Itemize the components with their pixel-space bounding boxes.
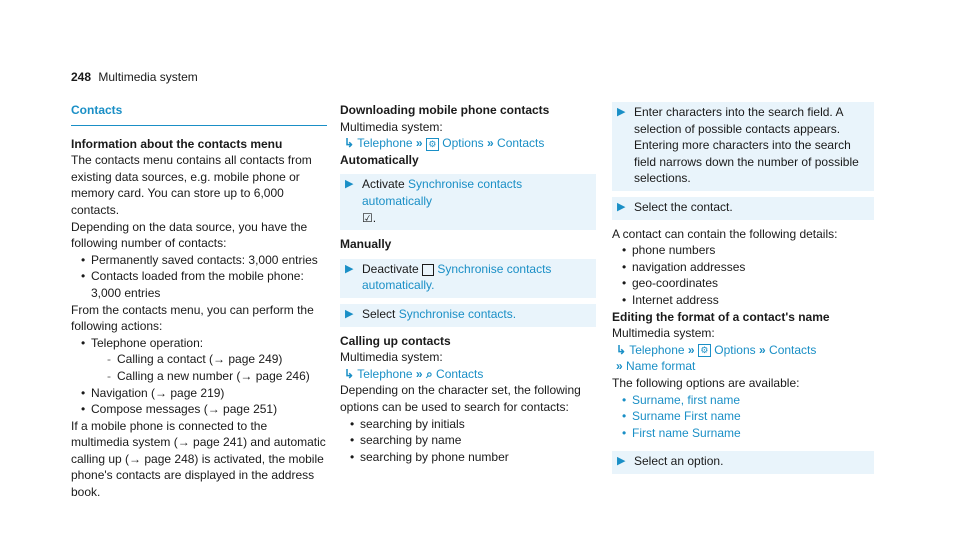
return-arrow-icon: ↳ [616, 342, 627, 357]
list-item: • searching by phone number [350, 449, 596, 466]
auto-heading: Automatically [340, 152, 419, 167]
sub-list-item: - Calling a contact (→ page 249) [107, 351, 327, 368]
edit-format-heading: Editing the format of a contact's name [612, 309, 830, 324]
actions-paragraph: From the contacts menu, you can perform the following actions: [71, 302, 314, 334]
select-step [340, 304, 596, 327]
multimedia-label: Multimedia system: [340, 350, 443, 365]
format-option[interactable]: • Surname, first name [622, 392, 874, 409]
list-item: • Navigation (→ page 219) [81, 385, 327, 402]
calling-heading: Calling up contacts [340, 333, 451, 348]
checkbox-empty-icon [422, 264, 434, 276]
intro-paragraph: The contacts menu contains all contacts from existing data sources, e.g. mobile phone or memory card. You can store up to 6,000 contacts. [71, 153, 312, 217]
select-contact-step: ▶ Select the contact. [612, 197, 874, 220]
return-arrow-icon: ↳ [344, 366, 355, 381]
path-telephone[interactable]: Telephone [357, 136, 413, 151]
download-heading: Downloading mobile phone contacts [340, 103, 550, 117]
select-option-step: ▶ Select an option. [612, 451, 874, 474]
path-options[interactable]: Options [442, 136, 484, 151]
sync-auto-option[interactable]: Synchronise contacts automatically [362, 177, 523, 208]
details-list [612, 242, 874, 308]
double-chevron-icon: » [759, 342, 766, 357]
actions-list [71, 335, 327, 418]
return-arrow-icon: ↳ [344, 136, 355, 151]
column-3 [612, 102, 874, 480]
manual-heading: Manually [340, 237, 392, 252]
checkbox-checked-icon: ☑. [362, 210, 377, 225]
format-options-list [612, 392, 874, 442]
connection-paragraph: If a mobile phone is connected to the multimedia system (→ page 241) and automatic calling up (→ page 248) is activated, the mobile phone's contacts are displayed in the address book. [71, 418, 326, 500]
menu-path [340, 366, 596, 383]
sub-list-item: - Calling a new number (→ page 246) [107, 368, 327, 385]
double-chevron-icon: » [415, 366, 423, 381]
path-options[interactable]: Options [714, 342, 756, 357]
sync-auto-option[interactable]: Synchronise contacts automatically. [362, 261, 552, 293]
multimedia-label: Multimedia system: [340, 119, 443, 134]
list-item: • searching by initials [350, 416, 596, 433]
deactivate-step [340, 259, 596, 298]
path-name-format[interactable]: Name format [626, 359, 696, 374]
path-telephone[interactable]: Telephone [629, 342, 685, 357]
list-item: • phone numbers [622, 242, 874, 259]
search-icon: ⌕ [425, 366, 433, 381]
search-options-list [340, 416, 596, 466]
step-prefix: Activate [362, 177, 409, 192]
column-1 [71, 102, 327, 501]
options-paragraph: The following options are available: [612, 375, 800, 390]
column-2 [340, 102, 596, 465]
path-contacts[interactable]: Contacts [436, 366, 484, 381]
sync-contacts-option[interactable]: Synchronise contacts. [398, 306, 517, 321]
step-prefix: Deactivate [362, 261, 423, 276]
data-source-paragraph: Depending on the data source, you have the following number of contacts: [71, 219, 308, 251]
list-item: • Compose messages (→ page 251) [81, 401, 327, 418]
list-item: • Internet address [622, 292, 874, 309]
details-paragraph: A contact can contain the following details: [612, 226, 838, 241]
step-prefix: Select [362, 306, 399, 321]
list-item: • Contacts loaded from the mobile phone: 3,000 entries [81, 268, 327, 301]
double-chevron-icon: » [687, 342, 695, 357]
multimedia-label: Multimedia system: [612, 326, 715, 341]
charset-paragraph: Depending on the character set, the following options can be used to search for contacts: [340, 383, 581, 414]
activate-step [340, 174, 596, 230]
double-chevron-icon: » [487, 136, 494, 151]
list-item: • navigation addresses [622, 259, 874, 276]
telephone-sublist [91, 351, 327, 384]
menu-path [612, 342, 874, 375]
section-title: Multimedia system [98, 70, 198, 84]
list-item: • Permanently saved contacts: 3,000 entries [81, 252, 327, 269]
page-number: 248 [71, 70, 92, 84]
contact-count-list [71, 252, 327, 302]
page-header [71, 70, 198, 84]
enter-characters-step: ▶ Enter characters into the search field. A selection of possible contacts appears. Entering more characters into the search field narrows down the number of possible selections. [612, 102, 874, 191]
format-option[interactable]: • Surname First name [622, 408, 874, 425]
info-heading: Information about the contacts menu [71, 136, 283, 151]
path-contacts[interactable]: Contacts [769, 342, 817, 357]
gear-icon: ⚙ [698, 344, 711, 357]
double-chevron-icon: » [616, 359, 623, 374]
list-item: • geo-coordinates [622, 275, 874, 292]
format-option[interactable]: • First name Surname [622, 425, 874, 442]
menu-path [340, 135, 596, 152]
path-telephone[interactable]: Telephone [357, 366, 413, 381]
list-item: • searching by name [350, 432, 596, 449]
gear-icon: ⚙ [426, 138, 439, 151]
telephone-operation-label: Telephone operation: [91, 335, 204, 350]
path-contacts[interactable]: Contacts [497, 136, 545, 151]
list-item [81, 335, 327, 385]
contacts-title: Contacts [71, 102, 327, 126]
double-chevron-icon: » [415, 136, 423, 151]
